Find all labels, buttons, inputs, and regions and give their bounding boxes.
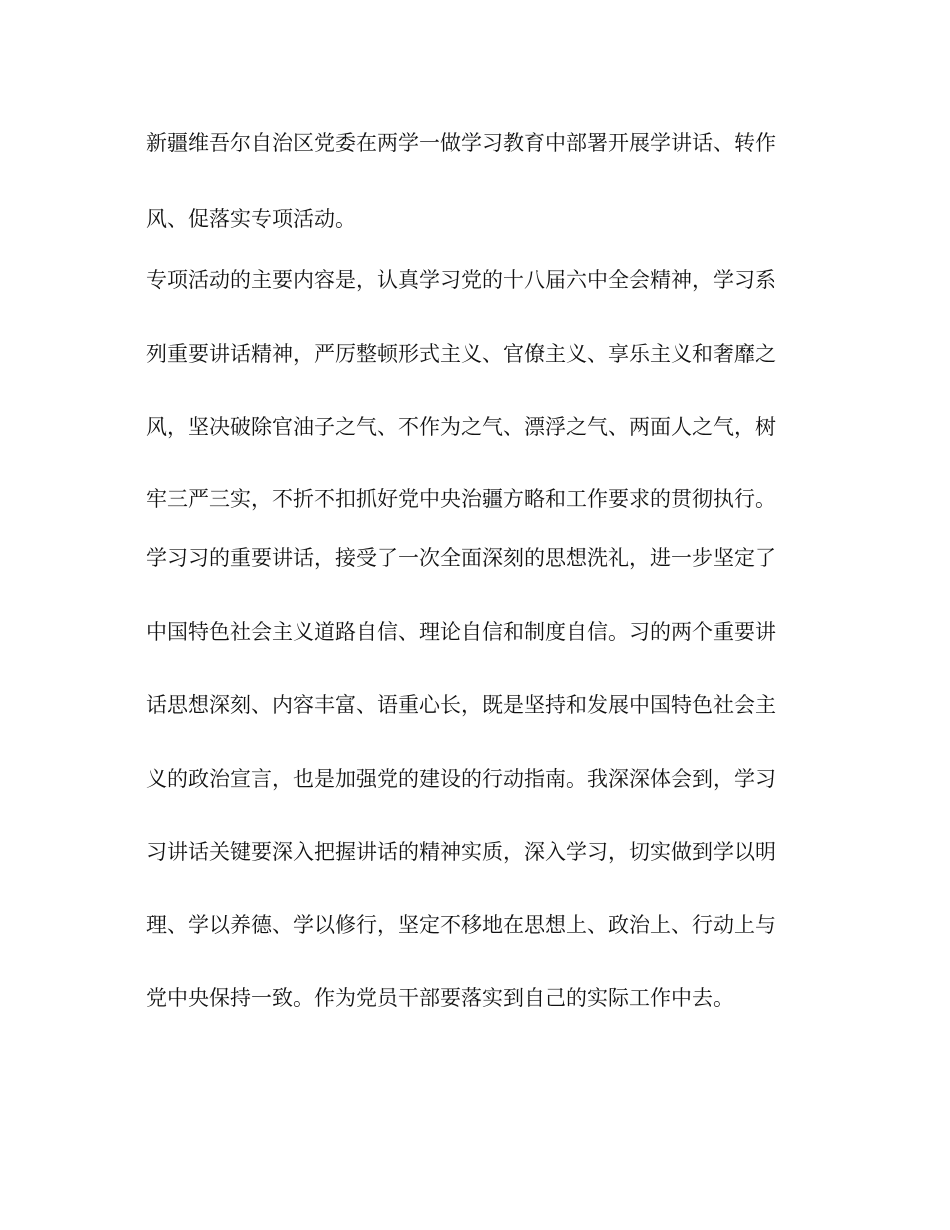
text-line: 中国特色社会主义道路自信、理论自信和制度自信。习的两个重要讲 (146, 620, 776, 644)
text-line: 风，坚决破除官油子之气、不作为之气、漂浮之气、两面人之气，树 (146, 415, 776, 439)
text-line: 专项活动的主要内容是，认真学习党的十八届六中全会精神，学习系 (146, 268, 776, 292)
text-line: 理、学以养德、学以修行，坚定不移地在思想上、政治上、行动上与 (146, 913, 776, 937)
text-line: 学习习的重要讲话，接受了一次全面深刻的思想洗礼，进一步坚定了 (146, 546, 776, 570)
text-line: 党中央保持一致。作为党员干部要落实到自己的实际工作中去。 (146, 986, 734, 1010)
text-line: 义的政治宣言，也是加强党的建设的行动指南。我深深体会到，学习 (146, 767, 776, 791)
text-line: 习讲话关键要深入把握讲话的精神实质，深入学习，切实做到学以明 (146, 840, 776, 864)
text-line: 风、促落实专项活动。 (146, 207, 356, 231)
text-line: 列重要讲话精神，严厉整顿形式主义、官僚主义、享乐主义和奢靡之 (146, 342, 776, 366)
text-line: 牢三严三实，不折不扣抓好党中央治疆方略和工作要求的贯彻执行。 (146, 487, 776, 511)
text-line: 话思想深刻、内容丰富、语重心长，既是坚持和发展中国特色社会主 (146, 693, 776, 717)
text-line: 新疆维吾尔自治区党委在两学一做学习教育中部署开展学讲话、转作 (146, 131, 776, 155)
